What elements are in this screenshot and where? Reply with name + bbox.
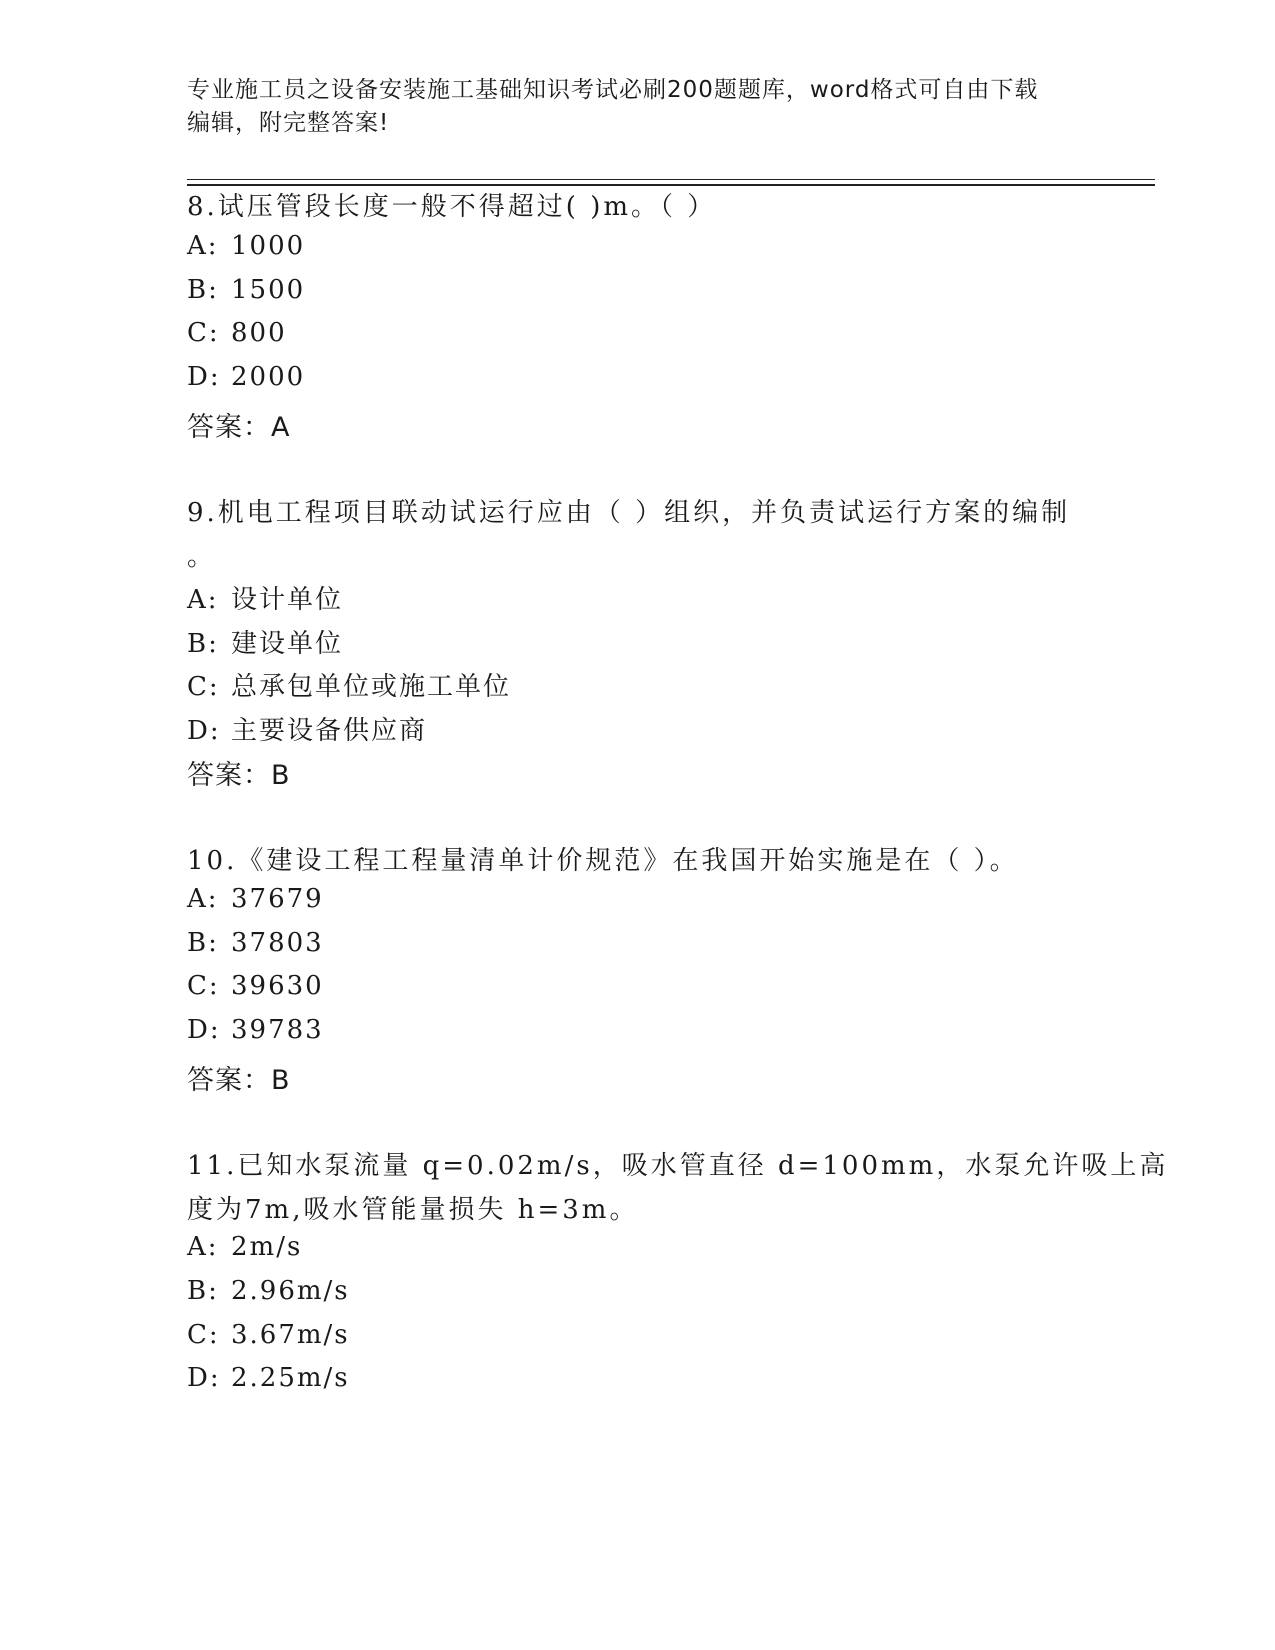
- question-10-option-b: [187, 928, 324, 958]
- option-label: C:: [187, 318, 220, 348]
- question-11-option-b: [187, 1276, 350, 1306]
- option-text: 1000: [231, 231, 306, 261]
- question-9-option-a: [187, 579, 343, 616]
- option-label: D:: [187, 1363, 221, 1393]
- question-11-stem-line-2: 度为7m,吸水管能量损失 h=3m。: [187, 1195, 639, 1225]
- option-label: B:: [187, 928, 219, 958]
- option-text: 2.96m/s: [231, 1276, 350, 1306]
- option-text: 800: [231, 318, 287, 348]
- question-8-option-d: [187, 362, 305, 392]
- option-text: 37803: [231, 928, 324, 958]
- option-text: 3.67m/s: [231, 1320, 350, 1350]
- option-text: 建设单位: [231, 629, 344, 659]
- option-text: 39783: [231, 1015, 324, 1045]
- question-11-option-c: [187, 1320, 350, 1350]
- option-text: 设计单位: [231, 585, 344, 615]
- option-label: C:: [187, 971, 220, 1001]
- option-label: B:: [187, 1276, 219, 1306]
- question-10-answer: 答案：B: [187, 1065, 291, 1096]
- question-9-answer: 答案：B: [187, 760, 291, 791]
- option-label: A:: [187, 884, 219, 914]
- header-line-2: 编辑，附完整答案!: [187, 110, 390, 136]
- option-text: 37679: [231, 884, 324, 914]
- question-10-stem: 10.《建设工程工程量清单计价规范》在我国开始实施是在（ ）。: [187, 846, 1019, 876]
- question-8-option-c: [187, 318, 287, 348]
- document-header: [187, 74, 1087, 140]
- option-text: 主要设备供应商: [231, 716, 428, 746]
- option-text: 2.25m/s: [231, 1363, 350, 1393]
- question-8-option-b: [187, 275, 305, 305]
- option-label: D:: [187, 716, 221, 746]
- question-10-option-a: [187, 884, 324, 914]
- question-8-answer: 答案：A: [187, 412, 291, 443]
- option-text: 39630: [231, 971, 324, 1001]
- option-label: B:: [187, 629, 219, 659]
- option-label: A:: [187, 231, 219, 261]
- question-9-stem-line-2: 。: [187, 542, 217, 572]
- option-label: D:: [187, 1015, 221, 1045]
- question-10-option-c: [187, 971, 324, 1001]
- option-text: 1500: [231, 275, 306, 305]
- option-text: 2000: [231, 362, 306, 392]
- header-divider-top: [187, 179, 1155, 180]
- question-9-option-c: [187, 666, 511, 703]
- question-11-stem-line-1: 11.已知水泵流量 q=0.02m/s，吸水管直径 d=100mm，水泵允许吸上高: [187, 1151, 1169, 1181]
- option-label: C:: [187, 1320, 220, 1350]
- option-label: C:: [187, 672, 220, 702]
- option-text: 2m/s: [231, 1232, 303, 1262]
- question-9-option-d: [187, 710, 427, 747]
- question-8-option-a: [187, 231, 305, 261]
- option-label: A:: [187, 1232, 219, 1262]
- option-label: B:: [187, 275, 219, 305]
- question-9-stem-line-1: 9.机电工程项目联动试运行应由（ ）组织，并负责试运行方案的编制: [187, 498, 1071, 528]
- option-label: D:: [187, 362, 221, 392]
- question-10-option-d: [187, 1015, 324, 1045]
- question-11-option-a: [187, 1232, 302, 1262]
- option-text: 总承包单位或施工单位: [231, 672, 512, 702]
- header-line-1: 专业施工员之设备安装施工基础知识考试必刷200题题库，word格式可自由下载: [187, 77, 1039, 103]
- question-8-stem: 8.试压管段长度一般不得超过( )m。（ ）: [187, 192, 717, 222]
- question-9-option-b: [187, 623, 343, 660]
- question-11-option-d: [187, 1363, 350, 1393]
- option-label: A:: [187, 585, 219, 615]
